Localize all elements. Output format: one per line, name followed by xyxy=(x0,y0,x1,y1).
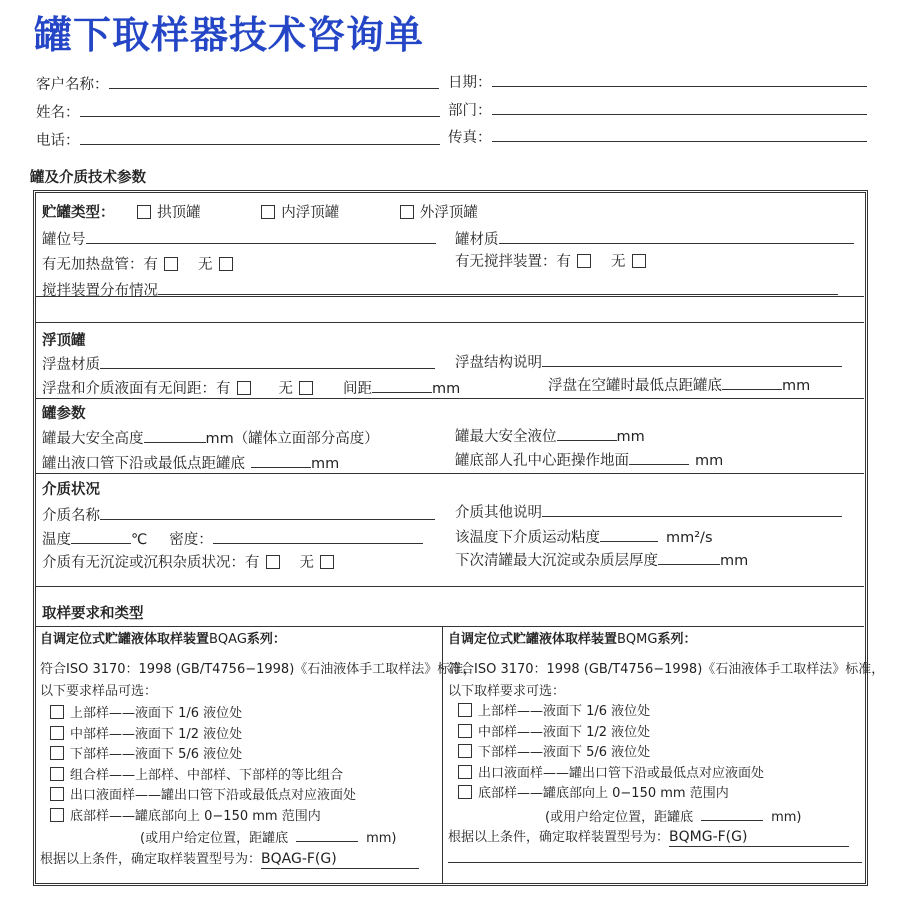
option-label: 出口液面样——罐出口管下沿或最低点对应液面处 xyxy=(70,788,357,803)
floating-heading: 浮顶罐 xyxy=(42,333,86,349)
checkbox[interactable] xyxy=(50,705,64,719)
max-level-field[interactable] xyxy=(455,426,645,447)
unit: mm xyxy=(782,378,811,394)
unit: mm xyxy=(616,429,645,445)
bqmg-model-value[interactable]: BQMG-F(G) xyxy=(669,829,849,847)
checkbox[interactable] xyxy=(458,765,472,779)
checkbox[interactable] xyxy=(458,785,472,799)
label: 罐最大安全高度 xyxy=(42,431,144,447)
unit: mm) xyxy=(366,831,397,846)
stirrer-label: 有无搅拌装置：有 xyxy=(455,254,571,270)
label: 罐位号 xyxy=(42,232,86,248)
fax-field[interactable] xyxy=(448,127,867,148)
bqmg-title xyxy=(448,630,696,650)
section-title: 罐及介质技术参数 xyxy=(30,170,146,186)
label: 自调定位式贮罐液体取样装置 xyxy=(448,632,618,647)
tank-material-field[interactable] xyxy=(455,229,854,250)
sample-option[interactable] xyxy=(44,786,356,806)
sediment-yes-checkbox[interactable] xyxy=(266,555,280,569)
option-label: 底部样——罐底部向上 0−150 mm 范围内 xyxy=(70,808,321,824)
option-label: 下部样——液面下 5/6 液位处 xyxy=(70,747,243,762)
heating-label: 有无加热盘管：有 xyxy=(42,257,158,273)
bqmg-intro: 以下取样要求可选： xyxy=(448,684,566,699)
bqmg-standard: 符合ISO 3170：1998 (GB/T4756−1998)《石油液体手工取样法》标准， xyxy=(448,662,885,677)
label: 罐最大安全液位 xyxy=(455,429,557,445)
checkbox[interactable] xyxy=(50,787,64,801)
tank-type-label: 贮罐类型： xyxy=(42,205,115,221)
manhole-field[interactable] xyxy=(455,450,723,471)
label: 罐底部人孔中心距操作地面 xyxy=(455,453,629,469)
sample-option[interactable] xyxy=(452,702,650,722)
option-label: 组合样——上部样、中部样、下部样的等比组合 xyxy=(70,767,344,783)
gap-no-checkbox[interactable] xyxy=(299,381,313,395)
label: 浮盘在空罐时最低点距罐底 xyxy=(548,378,722,394)
label: (或用户给定位置，距罐底 xyxy=(545,810,694,825)
phone-field[interactable] xyxy=(36,130,440,151)
outlet-field[interactable] xyxy=(42,453,339,474)
sample-option[interactable] xyxy=(44,807,321,827)
fax-label: 传真： xyxy=(448,130,492,146)
label: 系列： xyxy=(246,632,286,647)
divider xyxy=(36,322,864,323)
checkbox[interactable] xyxy=(50,767,64,781)
stirrer-distribution-field[interactable] xyxy=(42,280,838,301)
gap-label: 浮盘和介质液面有无间距：有 xyxy=(42,381,231,397)
label: (或用户给定位置，距罐底 xyxy=(140,831,289,846)
max-sediment-field[interactable] xyxy=(455,550,748,571)
dept-field[interactable] xyxy=(448,100,867,121)
medium-other-field[interactable] xyxy=(455,502,842,523)
label: 该温度下介质运动粘度 xyxy=(455,530,600,546)
disk-structure-field[interactable] xyxy=(455,352,842,373)
label: 浮盘结构说明 xyxy=(455,355,542,371)
phone-label: 电话： xyxy=(36,133,80,149)
checkbox[interactable] xyxy=(458,724,472,738)
checkbox[interactable] xyxy=(50,808,64,822)
unit: mm xyxy=(432,381,461,397)
option-label: 中部样——液面下 1/2 液位处 xyxy=(478,724,651,740)
label: 无 xyxy=(299,555,314,571)
bqag-intro: 以下要求样品可选： xyxy=(40,684,158,699)
checkbox[interactable] xyxy=(50,746,64,760)
divider xyxy=(448,862,862,863)
option-label: 底部样——罐底部向上 0−150 mm 范围内 xyxy=(478,786,729,801)
sample-option[interactable] xyxy=(452,784,729,804)
option-label: 上部样——液面下 1/6 液位处 xyxy=(478,704,651,719)
page-title: 罐下取样器技术咨询单 xyxy=(34,13,425,57)
heating-no-checkbox[interactable] xyxy=(219,257,233,271)
sample-option[interactable] xyxy=(44,725,242,745)
params-heading: 罐参数 xyxy=(42,406,86,422)
checkbox-external-floating[interactable] xyxy=(400,205,414,219)
unit: mm²/s xyxy=(666,530,713,546)
label: 介质其他说明 xyxy=(455,505,542,521)
type-fixed-roof: 拱顶罐 xyxy=(157,205,201,221)
checkbox-internal-floating[interactable] xyxy=(261,205,275,219)
lowest-point-field[interactable] xyxy=(548,375,810,396)
dept-label: 部门： xyxy=(448,103,492,119)
density-input[interactable] xyxy=(213,529,423,544)
name-label: 姓名： xyxy=(36,105,80,121)
stirrer-no-checkbox[interactable] xyxy=(632,254,646,268)
sample-option[interactable] xyxy=(44,745,242,765)
label: 无 xyxy=(278,381,293,397)
bqmg-custom-input[interactable] xyxy=(701,806,763,821)
medium-heading: 介质状况 xyxy=(42,482,100,498)
divider xyxy=(36,626,864,627)
sampling-heading: 取样要求和类型 xyxy=(42,606,144,622)
unit: ℃ xyxy=(131,532,148,548)
checkbox[interactable] xyxy=(50,726,64,740)
unit: mm xyxy=(695,453,724,469)
label: 密度： xyxy=(169,532,213,548)
label: 温度 xyxy=(42,532,71,548)
unit: mm) xyxy=(771,810,802,825)
bqag-model-value[interactable]: BQAG-F(G) xyxy=(261,851,419,869)
gap-yes-checkbox[interactable] xyxy=(237,381,251,395)
viscosity-field[interactable] xyxy=(455,527,713,548)
heating-yes-checkbox[interactable] xyxy=(164,257,178,271)
date-field[interactable] xyxy=(448,72,867,93)
type-external-floating: 外浮顶罐 xyxy=(419,205,478,221)
option-label: 中部样——液面下 1/2 液位处 xyxy=(70,726,243,742)
disk-material-field[interactable] xyxy=(42,354,435,375)
sample-option[interactable] xyxy=(452,743,650,763)
label: 无 xyxy=(198,257,213,273)
sample-option[interactable] xyxy=(452,764,764,784)
checkbox[interactable] xyxy=(458,703,472,717)
sediment-no-checkbox[interactable] xyxy=(320,555,334,569)
unit: mm xyxy=(720,553,749,569)
label: 根据以上条件，确定取样装置型号为： xyxy=(448,830,670,845)
option-label: 出口液面样——罐出口管下沿或最低点对应液面处 xyxy=(478,765,765,781)
customer-field[interactable] xyxy=(36,74,439,95)
sample-option[interactable] xyxy=(44,766,343,786)
medium-name-field[interactable] xyxy=(42,505,435,526)
temp-input[interactable] xyxy=(71,529,131,544)
tank-position-field[interactable] xyxy=(42,229,436,250)
label: 系列： xyxy=(657,632,697,647)
date-label: 日期： xyxy=(448,75,492,91)
divider xyxy=(36,586,864,587)
label: 自调定位式贮罐液体取样装置 xyxy=(40,632,210,647)
sample-option[interactable] xyxy=(452,723,650,743)
stirrer-yes-checkbox[interactable] xyxy=(577,254,591,268)
label: BQMG xyxy=(617,632,658,647)
option-label: 上部样——液面下 1/6 液位处 xyxy=(70,706,243,721)
unit: mm xyxy=(311,456,340,472)
label: 介质有无沉淀或沉积杂质状况：有 xyxy=(42,555,260,571)
max-height-field[interactable] xyxy=(42,428,379,449)
option-label: 下部样——液面下 5/6 液位处 xyxy=(478,745,651,760)
checkbox-fixed-roof[interactable] xyxy=(137,205,151,219)
sample-option[interactable] xyxy=(44,704,242,724)
name-field[interactable] xyxy=(36,102,440,123)
label: 浮盘材质 xyxy=(42,357,100,373)
bqag-standard: 符合ISO 3170：1998 (GB/T4756−1998)《石油液体手工取样法》标准， xyxy=(40,662,477,677)
label: 下次清罐最大沉淀或杂质层厚度 xyxy=(455,553,658,569)
label: BQAG xyxy=(209,632,247,647)
label: 间距 xyxy=(343,381,372,397)
label: 罐材质 xyxy=(455,232,499,248)
type-internal-floating: 内浮顶罐 xyxy=(281,205,340,221)
bqag-title xyxy=(40,630,286,650)
label: 罐出液口管下沿或最低点距罐底 xyxy=(42,456,245,472)
label: 无 xyxy=(611,254,626,270)
checkbox[interactable] xyxy=(458,744,472,758)
label: 搅拌装置分布情况 xyxy=(42,283,158,299)
label: mm（罐体立面部分高度） xyxy=(205,431,379,447)
label: 根据以上条件，确定取样装置型号为： xyxy=(40,852,262,867)
gap-input[interactable] xyxy=(372,378,432,393)
customer-label: 客户名称： xyxy=(36,77,109,93)
bqag-custom-input[interactable] xyxy=(296,827,358,842)
label: 介质名称 xyxy=(42,508,100,524)
